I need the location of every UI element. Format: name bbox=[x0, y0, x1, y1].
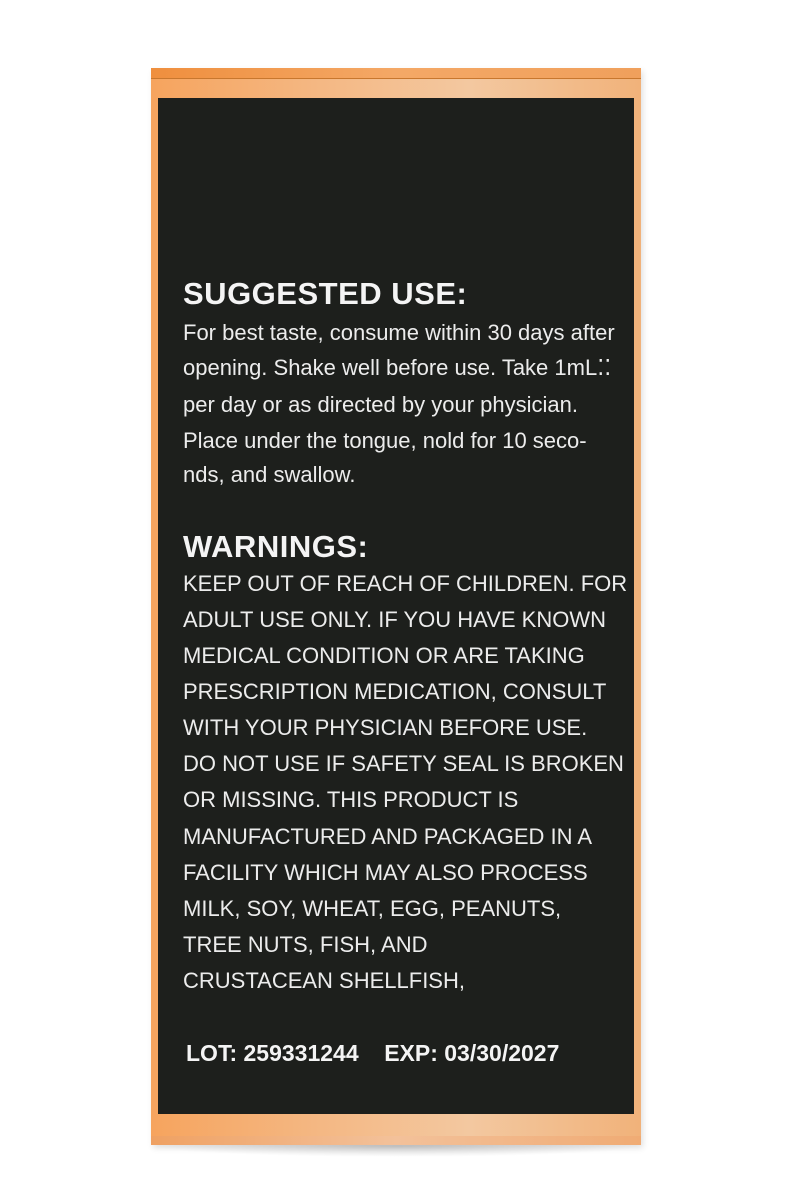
warnings-line: MILK, SOY, WHEAT, EGG, PEANUTS, bbox=[183, 896, 562, 921]
warnings-line: MANUFACTURED AND PACKAGED IN A bbox=[183, 824, 593, 849]
suggested-use-line: opening. Shake well before use. Take 1mL⁚⁚ bbox=[183, 355, 612, 380]
warnings-line: WITH YOUR PHYSICIAN BEFORE USE. bbox=[183, 715, 588, 740]
warnings-line: ADULT USE ONLY. IF YOU HAVE KNOWN bbox=[183, 607, 606, 632]
box-bottom-edge bbox=[151, 1136, 641, 1145]
lot-number: 259331244 bbox=[243, 1040, 359, 1066]
warnings-line: MEDICAL CONDITION OR ARE TAKING bbox=[183, 643, 585, 668]
warnings-line: CRUSTACEAN SHELLFISH, bbox=[183, 968, 465, 993]
exp-label: EXP: bbox=[384, 1040, 438, 1066]
black-label-panel bbox=[158, 98, 634, 1114]
box-top-edge bbox=[151, 68, 641, 79]
lot-exp-line bbox=[186, 1040, 559, 1067]
suggested-use-line: Place under the tongue, nold for 10 seco- bbox=[183, 428, 587, 453]
warnings-line: OR MISSING. THIS PRODUCT IS bbox=[183, 787, 519, 812]
exp-date: 03/30/2027 bbox=[444, 1040, 560, 1066]
warnings-line: FACILITY WHICH MAY ALSO PROCESS bbox=[183, 860, 588, 885]
suggested-use-line: per day or as directed by your physician. bbox=[183, 392, 578, 417]
warnings-line: KEEP OUT OF REACH OF CHILDREN. FOR bbox=[183, 571, 628, 596]
suggested-use-heading: SUGGESTED USE: bbox=[183, 276, 468, 311]
warnings-line: PRESCRIPTION MEDICATION, CONSULT bbox=[183, 679, 607, 704]
warnings-line: DO NOT USE IF SAFETY SEAL IS BROKEN bbox=[183, 751, 624, 776]
suggested-use-line: nds, and swallow. bbox=[183, 462, 356, 487]
warnings-line: TREE NUTS, FISH, AND bbox=[183, 932, 428, 957]
suggested-use-line: For best taste, consume within 30 days after bbox=[183, 320, 615, 345]
warnings-heading: WARNINGS: bbox=[183, 529, 369, 564]
lot-label: LOT: bbox=[186, 1040, 238, 1066]
